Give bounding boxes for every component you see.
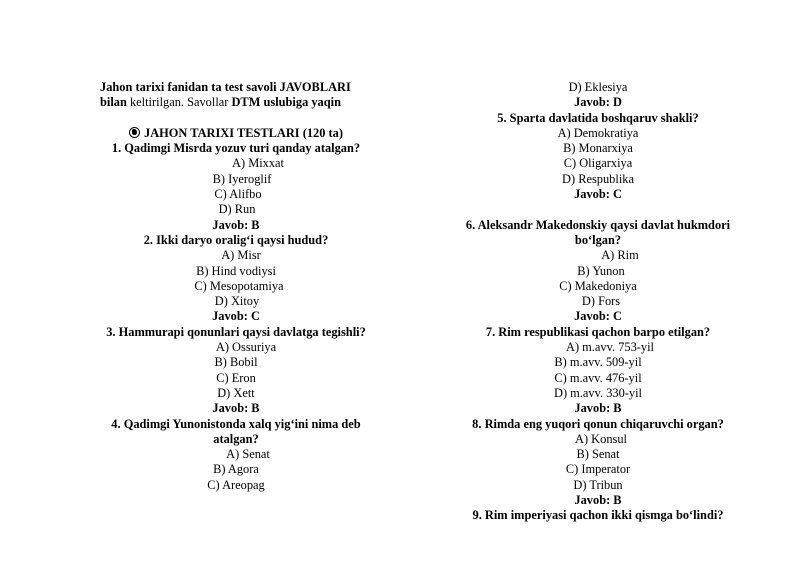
option-1b: B) Iyeroglif <box>212 171 272 186</box>
answer-8: Javob: B <box>574 493 622 508</box>
option-5c: C) Oligarxiya <box>563 156 633 171</box>
option-6b: B) Yunon <box>577 263 625 278</box>
intro-line-1: Jahon tarixi fanidan ta test savoli JAVOBLARI <box>100 80 351 94</box>
question-block-7 <box>448 325 748 417</box>
option-8a: A) Konsul <box>575 431 627 446</box>
question-block-4-continued <box>448 80 748 111</box>
question-3: 3. Hammurapi qonunlari qaysi davlatga tegishli? <box>106 324 366 339</box>
option-1d: D) Run <box>218 202 256 217</box>
option-1c: C) Alifbo <box>214 187 262 202</box>
option-4c: C) Areopag <box>207 477 265 492</box>
question-block-9 <box>448 508 748 523</box>
option-6a: A) Rim <box>601 248 639 263</box>
answer-5: Javob: C <box>574 187 622 202</box>
question-8: 8. Rimda eng yuqori qonun chiqaruvchi organ? <box>472 416 724 431</box>
intro-paragraph <box>86 80 386 111</box>
globe-icon <box>129 127 140 138</box>
answer-4: Javob: D <box>574 95 622 110</box>
option-6d: D) Fors <box>581 294 621 309</box>
option-4a: A) Senat <box>226 447 270 462</box>
question-1: 1. Qadimgi Misrda yozuv turi qanday atalgan? <box>111 141 361 156</box>
option-3a: A) Ossuriya <box>215 340 277 355</box>
question-block-5 <box>448 111 748 203</box>
question-4-line-2: atalgan? <box>213 431 259 446</box>
question-7: 7. Rim respublikasi qachon barpo etilgan? <box>485 324 711 339</box>
option-2b: B) Hind vodiysi <box>196 263 276 278</box>
option-7a: A) m.avv. 753-yil <box>566 340 654 355</box>
option-2c: C) Mesopotamiya <box>194 278 284 293</box>
option-8b: B) Senat <box>576 447 620 462</box>
question-9: 9. Rim imperiyasi qachon ikki qismga bo‘lindi? <box>472 508 724 523</box>
question-block-1 <box>86 141 386 233</box>
option-3c: C) Eron <box>216 370 256 385</box>
option-7d: D) m.avv. 330-yil <box>554 385 642 400</box>
option-5a: A) Demokratiya <box>557 125 639 140</box>
option-4d: D) Eklesiya <box>568 80 628 94</box>
test-heading <box>86 126 386 141</box>
intro-bold-dtm: DTM uslubiga yaqin <box>231 95 341 110</box>
option-2d: D) Xitoy <box>214 294 260 309</box>
option-7c: C) m.avv. 476-yil <box>554 370 642 385</box>
answer-2: Javob: C <box>212 309 260 324</box>
option-3b: B) Bobil <box>214 355 258 370</box>
question-block-3 <box>86 325 386 417</box>
answer-1: Javob: B <box>212 217 260 232</box>
answer-7: Javob: B <box>574 401 622 416</box>
right-column <box>448 80 748 524</box>
spacer <box>448 202 748 217</box>
answer-6: Javob: C <box>574 309 622 324</box>
option-8d: D) Tribun <box>573 477 623 492</box>
answer-3: Javob: B <box>212 401 260 416</box>
intro-line-2 <box>100 95 386 110</box>
question-4-line-1: 4. Qadimgi Yunonistonda xalq yig‘ini nima deb <box>111 416 361 431</box>
option-4b: B) Agora <box>213 462 259 477</box>
intro-bold-bilan: bilan <box>100 95 127 110</box>
option-8c: C) Imperator <box>565 462 631 477</box>
option-5b: B) Monarxiya <box>563 141 633 156</box>
question-block-2 <box>86 233 386 325</box>
option-2a: A) Misr <box>221 248 261 263</box>
left-column <box>86 80 386 493</box>
option-6c: C) Makedoniya <box>559 278 637 293</box>
question-block-8 <box>448 417 748 509</box>
question-2: 2. Ikki daryo oralig‘i qaysi hudud? <box>143 232 329 247</box>
question-6-line-1: 6. Aleksandr Makedonskiy qaysi davlat hukmdori <box>465 217 731 232</box>
heading-text: JAHON TARIXI TESTLARI (120 ta) <box>144 125 343 140</box>
option-5d: D) Respublika <box>562 171 634 186</box>
option-3d: D) Xett <box>217 385 255 400</box>
option-1a: A) Mixxat <box>232 156 284 171</box>
question-block-6 <box>448 218 748 325</box>
intro-normal-text: keltirilgan. Savollar <box>126 95 232 110</box>
option-7b: B) m.avv. 509-yil <box>554 355 642 370</box>
question-block-4 <box>86 417 386 493</box>
question-6-line-2: bo‘lgan? <box>574 232 622 247</box>
question-5: 5. Sparta davlatida boshqaruv shakli? <box>497 110 699 125</box>
